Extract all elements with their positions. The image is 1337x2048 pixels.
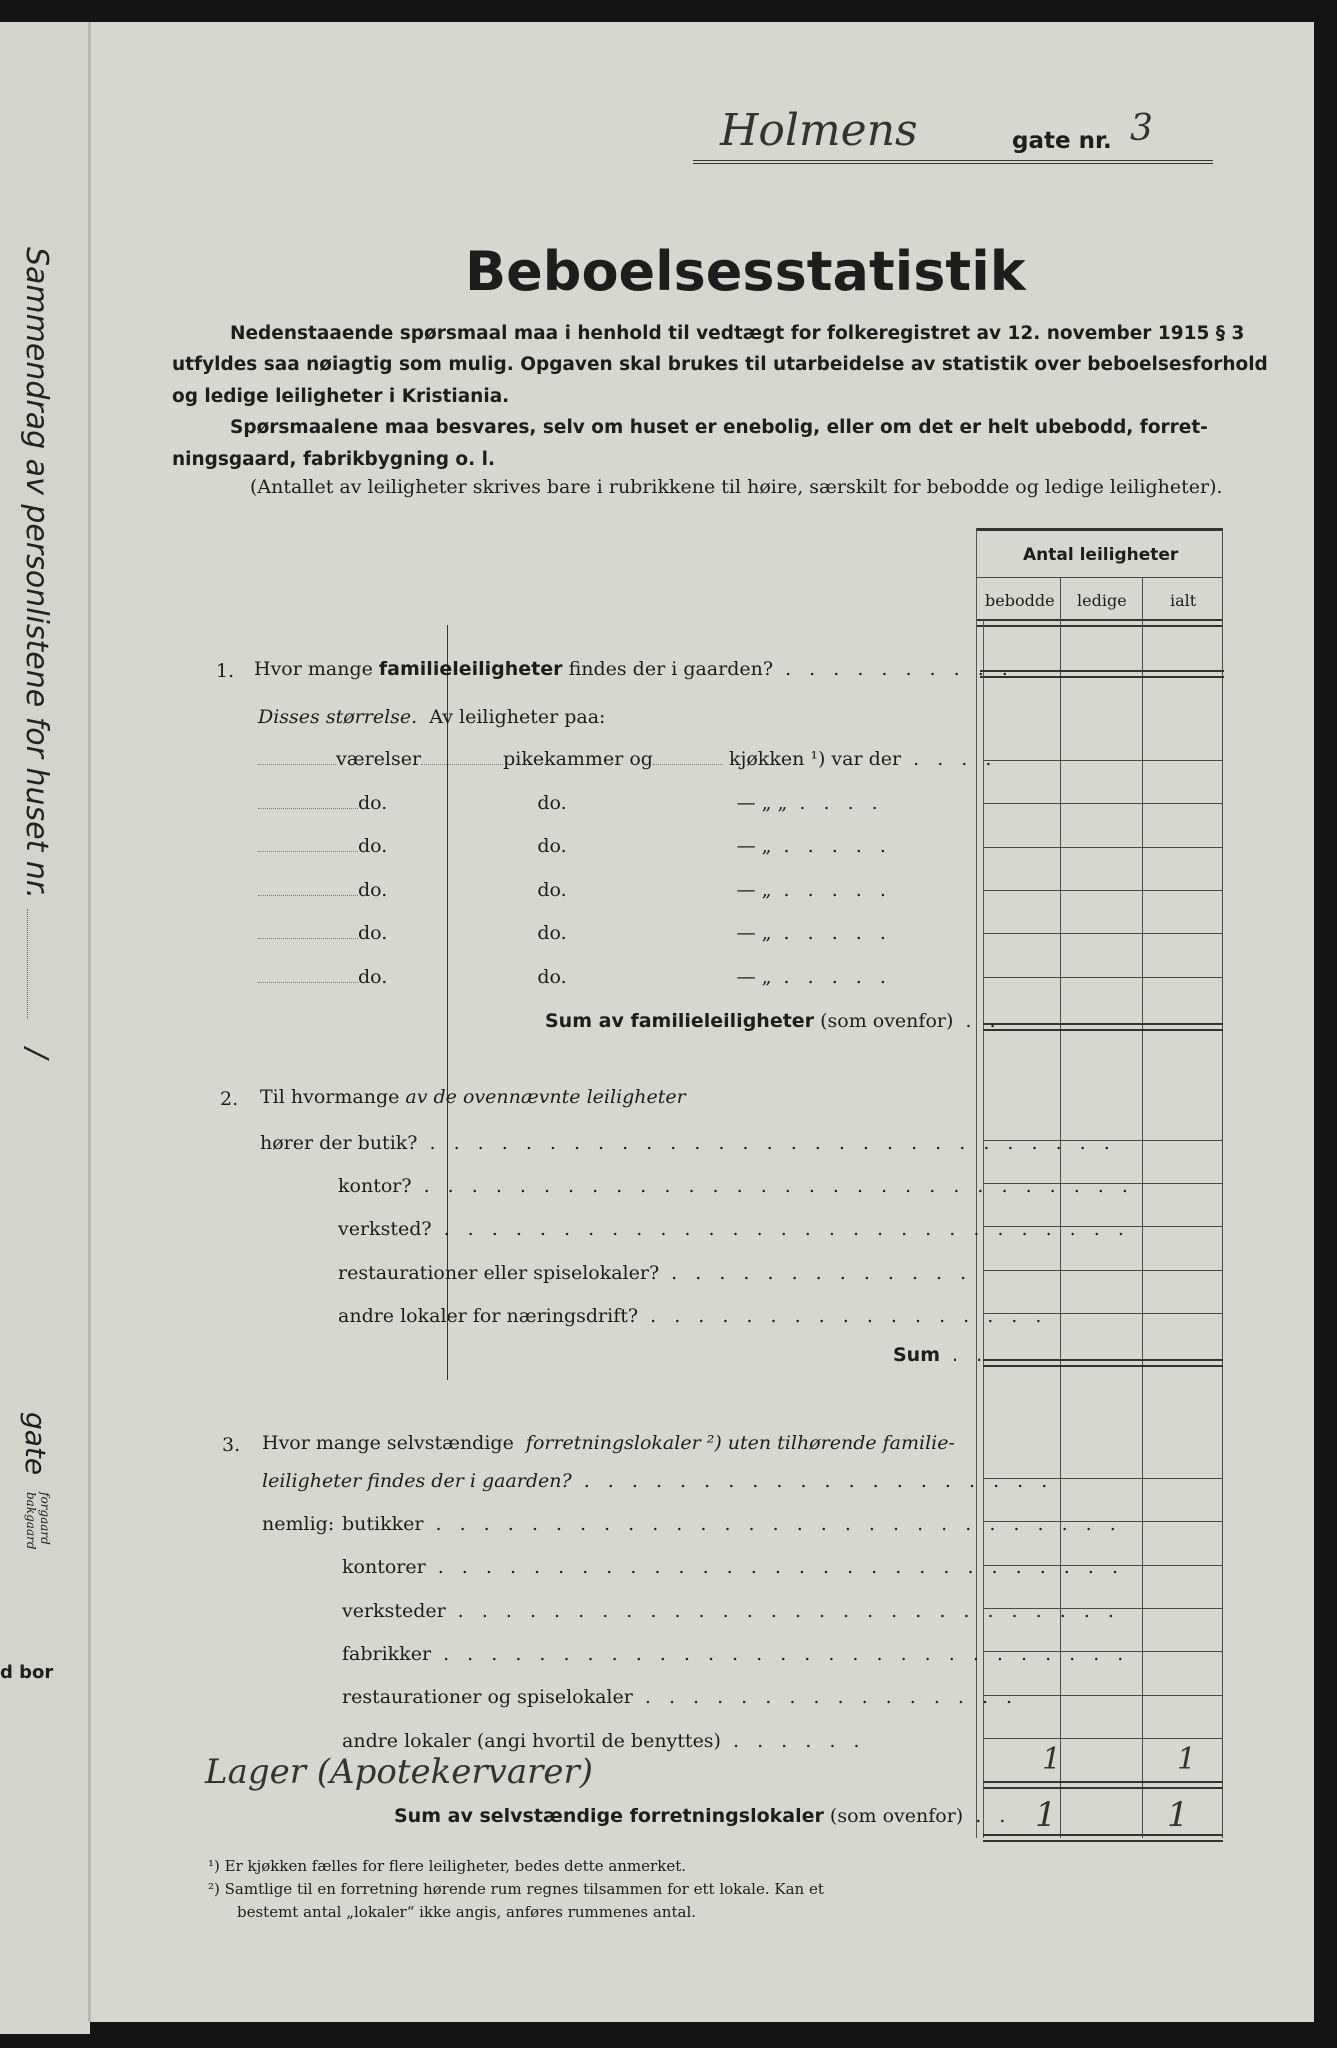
side-forgaard: forgaard bakgaard xyxy=(24,1492,52,1550)
left-page-edge xyxy=(0,22,90,2034)
q3-item-butikker: butikker . . . . . . . . . . . . . . . . . . . . . . . . . . . . . xyxy=(342,1513,1122,1535)
intro-line-6: (Antallet av leiligheter skrives bare i rubrikkene til høire, særskilt for bebodde og ledige leiligheter). xyxy=(250,476,1223,498)
q1-row-1: værelser pikekammer og kjøkken ¹) var der . . . . xyxy=(258,748,997,770)
footnote-1: ¹) Er kjøkken fælles for flere leiligheter, bedes dette anmerket. xyxy=(208,1857,686,1875)
q1-question: Hvor mange familieleiligheter findes der i gaarden? . . . . . . . . . . xyxy=(254,658,1014,680)
q1-number: 1. xyxy=(216,660,235,682)
intro-line-2: utfyldes saa nøiagtig som mulig. Opgaven skal brukes til utarbeidelse av statistik over beboelsesforhold xyxy=(172,354,1268,375)
q2-item-andre: andre lokaler for næringsdrift? . . . . . . . . . . . . . . . . . xyxy=(338,1305,1048,1327)
side-gate: gate xyxy=(19,1412,52,1476)
q2-item-verksted: verksted? . . . . . . . . . . . . . . . . . . . . . . . . . . . . . xyxy=(338,1218,1130,1240)
q1-row-3: do. do. — „ . . . . . xyxy=(258,835,892,857)
q3-hand-ialt: 1 xyxy=(1177,1742,1197,1777)
q3-question-2: leiligheter findes der i gaarden? . . . . . . . . . . . . . . . . . . . . xyxy=(262,1470,1054,1492)
q1-sum: Sum av familieleiligheter (som ovenfor) . . xyxy=(545,1010,1002,1032)
q3-handwritten-note: Lager (Apotekervarer) xyxy=(205,1752,593,1792)
intro-line-5: ningsgaard, fabrikbygning o. l. xyxy=(172,449,495,470)
table-header-title: Antal leiligheter xyxy=(1023,545,1179,565)
street-name-handwritten: Holmens xyxy=(720,105,918,156)
q3-item-andre: andre lokaler (angi hvortil de benyttes) . . . . . . xyxy=(342,1730,866,1752)
q2-item-kontor: kontor? . . . . . . . . . . . . . . . . . . . . . . . . . . . . . . xyxy=(338,1175,1134,1197)
col-ialt: ialt xyxy=(1170,591,1197,610)
q1-size-row: Disses størrelse. Av leiligheter paa: xyxy=(258,706,606,728)
intro-line-3: og ledige leiligheter i Kristiania. xyxy=(172,386,510,407)
q1-row-6: do. do. — „ . . . . . xyxy=(258,966,892,988)
q1-row-4: do. do. — „ . . . . . xyxy=(258,879,892,901)
q2-sum: Sum . . xyxy=(893,1344,989,1366)
gate-number: 3 xyxy=(1130,108,1153,149)
q3-item-kontorer: kontorer . . . . . . . . . . . . . . . . . . . . . . . . . . . . . xyxy=(342,1556,1124,1578)
q2-item-butik: hører der butik? . . . . . . . . . . . . . . . . . . . . . . . . . . . . . xyxy=(260,1132,1116,1154)
q3-item-verksteder: verksteder . . . . . . . . . . . . . . . . . . . . . . . . . . . . xyxy=(342,1600,1120,1622)
q2-question: Til hvormange av de ovennævnte leiligheter xyxy=(260,1086,686,1108)
col-bebodde: bebodde xyxy=(985,591,1055,610)
q3-sum: Sum av selvstændige forretningslokaler (som ovenfor) . . xyxy=(394,1805,1012,1827)
q2-number: 2. xyxy=(220,1088,239,1110)
q3-sum-ledige: 1 xyxy=(1035,1795,1057,1835)
q3-question-1: Hvor mange selvstændige forretningslokaler ²) uten tilhørende familie- xyxy=(262,1432,955,1454)
q1-row-2: do. do. — „ „ . . . . xyxy=(258,792,884,814)
q3-item-fabrikker: fabrikker . . . . . . . . . . . . . . . . . . . . . . . . . . . . . xyxy=(342,1643,1130,1665)
q3-sum-ialt: 1 xyxy=(1167,1795,1189,1835)
gate-label: gate nr. xyxy=(1012,128,1112,154)
q3-item-restaurationer: restaurationer og spiselokaler . . . . . . . . . . . . . . . . xyxy=(342,1686,1019,1708)
page-title: Beboelsesstatistik xyxy=(465,240,1026,303)
q3-hand-ledige: 1 xyxy=(1042,1742,1062,1777)
intro-line-4: Spørsmaalene maa besvares, selv om huset er enebolig, eller om det er helt ubebodd, forret- xyxy=(230,417,1208,438)
q3-number: 3. xyxy=(222,1434,241,1456)
q3-nemlig: nemlig: xyxy=(262,1513,335,1535)
intro-line-1: Nedenstaaende spørsmaal maa i henhold til vedtægt for folkeregistret av 12. november 1915 § 3 xyxy=(230,323,1245,344)
side-text: Sammendrag av personlistene for huset nr. / xyxy=(19,247,54,1059)
q1-row-5: do. do. — „ . . . . . xyxy=(258,922,892,944)
q2-item-restaurationer: restaurationer eller spiselokaler? . . . . . . . . . . . . . xyxy=(338,1262,973,1284)
side-bor: d bor xyxy=(0,1662,54,1683)
col-ledige: ledige xyxy=(1077,591,1127,610)
footnote-2: ²) Samtlige til en forretning hørende rum regnes tilsammen for ett lokale. Kan et xyxy=(208,1880,824,1898)
footnote-3: bestemt antal „lokaler“ ikke angis, anføres rummenes antal. xyxy=(237,1903,697,1921)
